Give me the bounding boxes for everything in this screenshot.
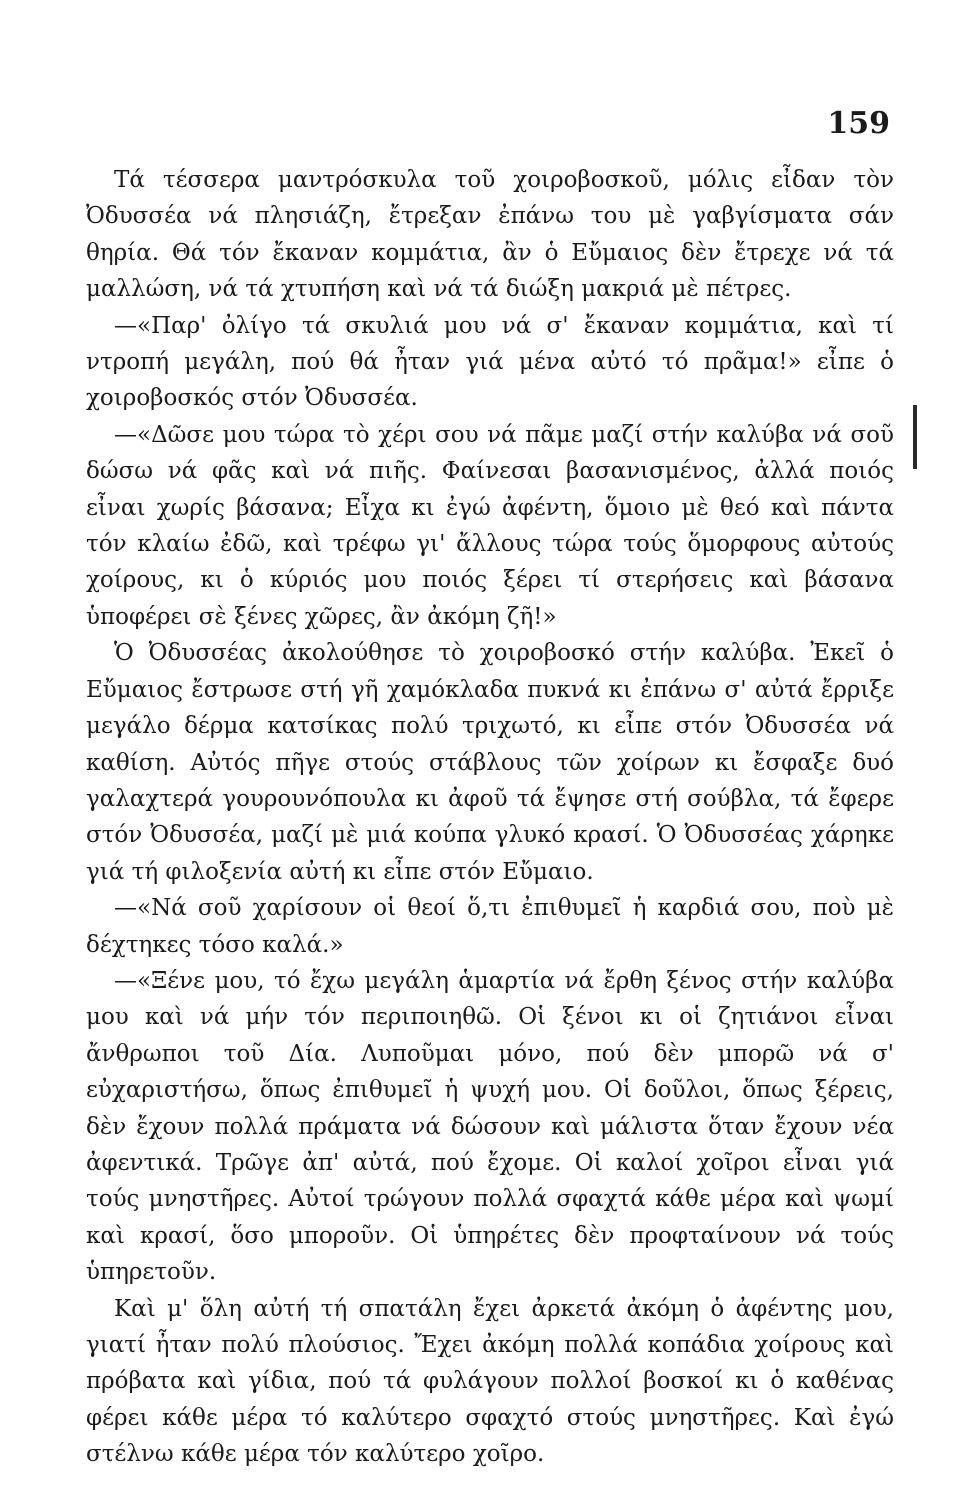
page-text <box>86 162 894 1473</box>
paragraph-invitation: —«Δῶσε μου τώρα τὸ χέρι σου νά πᾶμε μαζί στήν καλύβα νά σοῦ δώσω νά φᾶς καὶ νά πιῆς. Φαίνεσαι βασανισμένος, ἀλλά ποιός εἶναι χωρίς βάσανα; Εἶχα κι ἐγώ ἀφέντη, ὅμοιο μὲ θεό καὶ πάντα τόν κλαίω ἐδῶ, καὶ τρέφω γι' ἄλλους τώρα τούς ὅμορφους αὐτούς χοίρους, κι ὁ κύριός μου ποιός ξέρει τί στερήσεις καὶ βάσανα ὑποφέρει σὲ ξένες χῶρες, ἂν ἀκόμη ζῆ!» <box>86 421 894 630</box>
paragraph-eumaeus-reply: —«Ξένε μου, τό ἔχω μεγάλη ἁμαρτία νά ἔρθη ξένος στήν καλύβα μου καὶ νά μήν τόν περιποιηθῶ. Οἱ ξένοι κι οἱ ζητιάνοι εἶναι ἄνθρωποι τοῦ Δία. Λυποῦμαι μόνο, πού δὲν μπορῶ νά σ' εὐχαριστήσω, ὅπως ἐπιθυμεῖ ἡ ψυχή μου. Οἱ δοῦλοι, ὅπως ξέρεις, δὲν ἔχουν πολλά πράματα νά δώσουν καὶ μάλιστα ὅταν ἔχουν νέα ἀφεντικά. Τρῶγε ἀπ' αὐτά, πού ἔχομε. Οἱ καλοί χοῖροι εἶναι γιά τούς μνηστῆρες. Αὐτοί τρώγουν πολλά σφαχτά κάθε μέρα καὶ ψωμί καὶ κρασί, ὅσο μποροῦν. Οἱ ὑπηρέτες δὲν προφταίνουν νά τούς ὑπηρετοῦν. <box>86 967 894 1286</box>
paragraph-swineherd-apology: —«Παρ' ὀλίγο τά σκυλιά μου νά σ' ἔκαναν κομμάτια, καὶ τί ντροπή μεγάλη, πού θά ἦταν γιά μένα αὐτό τό πρᾶμα!» εἶπε ὁ χοιροβοσκός στόν Ὀδυσσέα. <box>86 312 894 412</box>
paragraph-hospitality: Ὁ Ὀδυσσέας ἀκολούθησε τὸ χοιροβοσκό στήν καλύβα. Ἐκεῖ ὁ Εὔμαιος ἔστρωσε στή γῆ χαμόκλαδα πυκνά κι ἐπάνω σ' αὐτά ἔρριξε μεγάλο δέρμα κατσίκας πολύ τριχωτό, κι εἶπε στόν Ὀδυσσέα νά καθίση. Αὐτός πῆγε στούς στάβλους τῶν χοίρων κι ἔσφαξε δυό γαλαχτερά γουρουνόπουλα κι ἀφοῦ τά ἔψησε στή σούβλα, τά ἔφερε στόν Ὀδυσσέα, μαζί μὲ μιά κούπα γλυκό κρασί. Ὁ Ὀδυσσέας χάρηκε γιά τή φιλοξενία αὐτή κι εἶπε στόν Εὔμαιο. <box>86 640 894 885</box>
paragraph-master-wealth: Καὶ μ' ὅλη αὐτή τή σπατάλη ἔχει ἀρκετά ἀκόμη ὁ ἀφέντης μου, γιατί ἦταν πολύ πλούσιος. Ἔχει ἀκόμη πολλά κοπάδια χοίρους καὶ πρόβατα καὶ γίδια, πού τά φυλάγουν πολλοί βοσκοί κι ὁ καθένας φέρει κάθε μέρα τό καλύτερο σφαχτό στούς μνηστῆρες. Καὶ ἐγώ στέλνω κάθε μέρα τόν καλύτερο χοῖρο. <box>86 1295 894 1468</box>
paragraph-odysseus-thanks: —«Νά σοῦ χαρίσουν οἱ θεοί ὅ,τι ἐπιθυμεῖ ἡ καρδιά σου, ποὺ μὲ δέχτηκες τόσο καλά.» <box>86 895 894 958</box>
paragraph-dogs: Τά τέσσερα μαντρόσκυλα τοῦ χοιροβοσκοῦ, μόλις εἶδαν τὸν Ὀδυσσέα νά πλησιάζη, ἔτρεξαν ἐπάνω του μὲ γαβγίσματα σάν θηρία. Θά τόν ἔκαναν κομμάτια, ἂν ὁ Εὔμαιος δὲν ἔτρεχε νά τά μαλλώση, νά τά χτυπήση καὶ νά τά διώξη μακριά μὲ πέτρες. <box>86 167 894 303</box>
margin-mark <box>913 405 917 469</box>
page-number: 159 <box>827 106 890 141</box>
